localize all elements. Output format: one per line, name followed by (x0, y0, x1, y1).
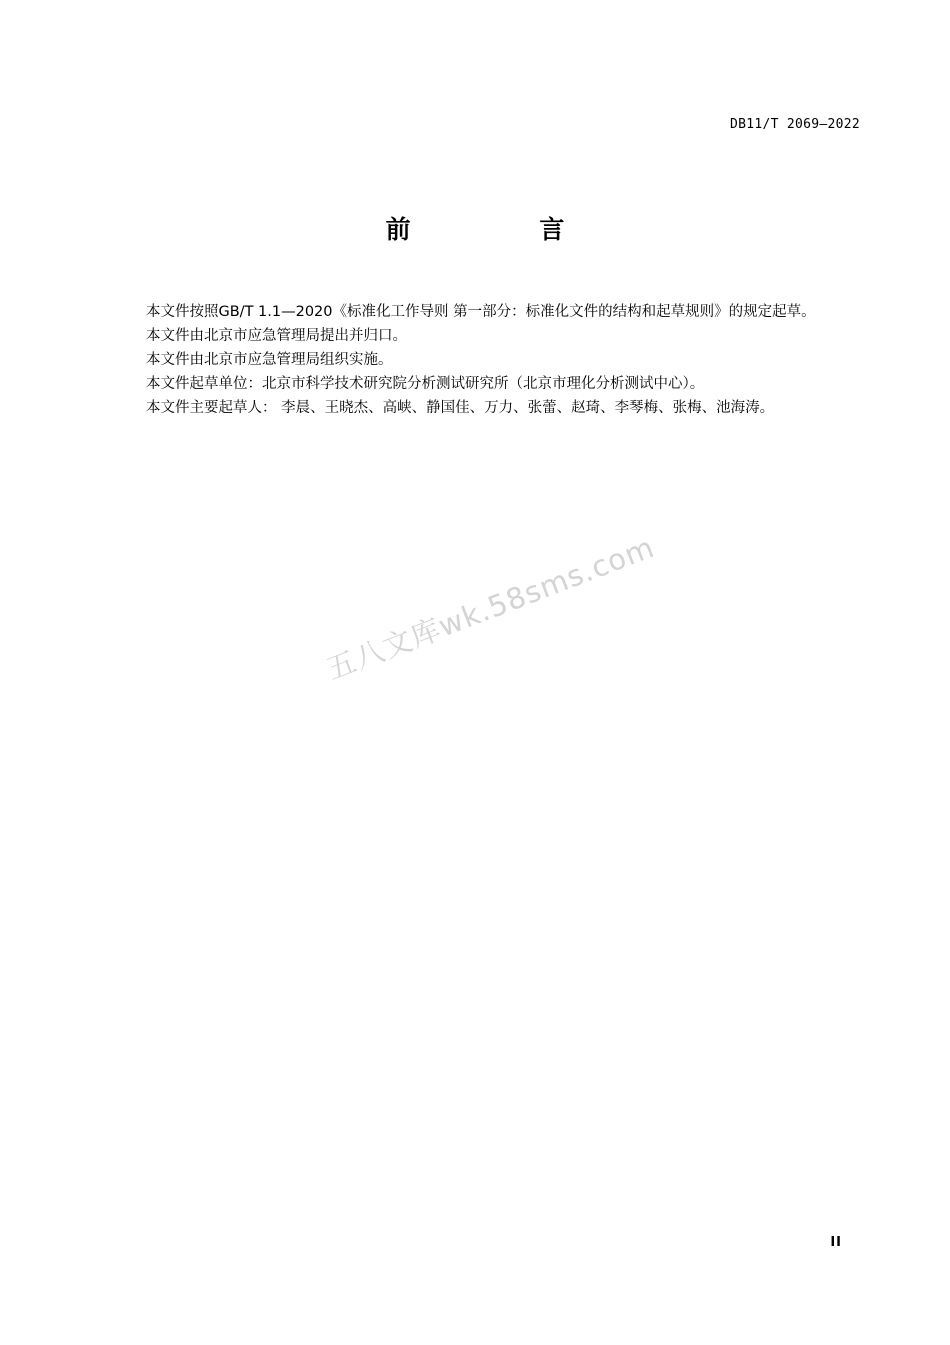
page-number: II (830, 1235, 842, 1250)
paragraph-drafting-unit: 本文件起草单位：北京市科学技术研究院分析测试研究所（北京市理化分析测试中心）。 (146, 376, 705, 392)
paragraph-drafting-basis: 本文件按照GB/T 1.1—2020《标准化工作导则 第一部分：标准化文件的结构和起草规则》的规定起草。 (146, 304, 816, 320)
page-title: 前 言 (385, 215, 625, 244)
paragraph-implementer: 本文件由北京市应急管理局组织实施。 (146, 352, 393, 368)
document-code: DB11/T 2069—2022 (729, 117, 860, 132)
watermark: 五八文库wk.58sms.com (321, 529, 660, 687)
paragraph-proposer: 本文件由北京市应急管理局提出并归口。 (146, 328, 407, 344)
paragraph-drafters: 本文件主要起草人： 李晨、王晓杰、高峡、静国佳、万力、张蕾、赵琦、李琴梅、张梅、池海涛。 (146, 400, 775, 416)
foreword-body (115, 300, 860, 420)
